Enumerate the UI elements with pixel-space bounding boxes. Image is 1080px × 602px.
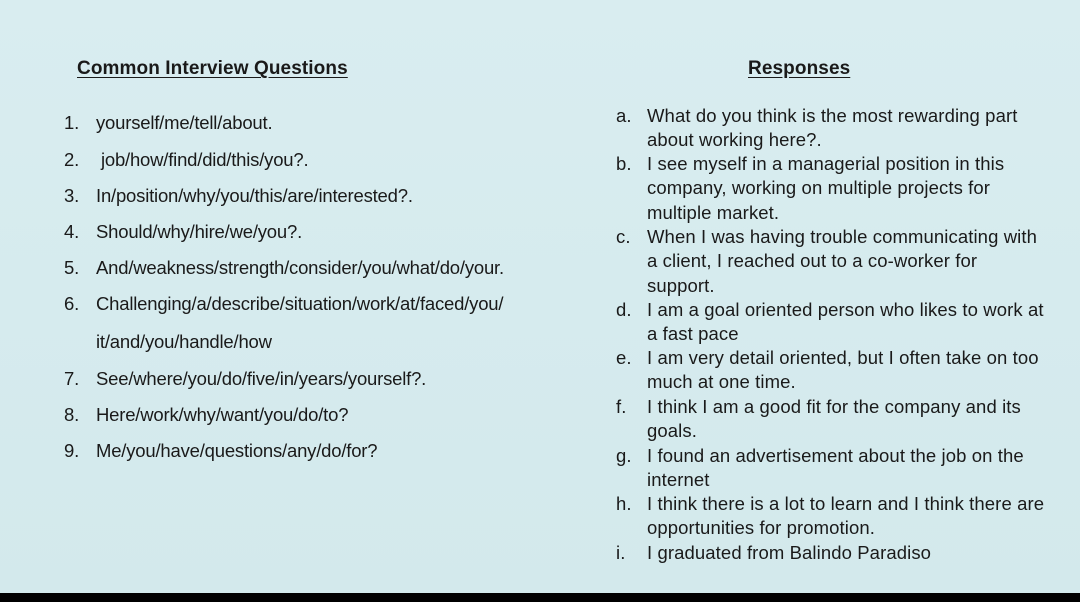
response-text: When I was having trouble communicating with a client, I reached out to a co-worker for support. — [647, 226, 1037, 296]
responses-heading: Responses — [748, 58, 851, 79]
question-number: 2. — [64, 149, 80, 170]
response-item — [616, 395, 1046, 444]
question-text-continued: it/and/you/handle/how — [96, 331, 272, 352]
question-number: 1. — [64, 112, 80, 133]
response-letter: c. — [616, 226, 631, 247]
bottom-edge-bar — [0, 593, 1080, 602]
response-item — [616, 298, 1046, 347]
response-item — [616, 492, 1046, 541]
question-item — [64, 440, 377, 462]
response-text: I found an advertisement about the job on the internet — [647, 445, 1024, 491]
question-item — [64, 221, 302, 243]
question-item — [64, 257, 504, 279]
question-item — [64, 368, 426, 390]
response-item — [616, 444, 1046, 493]
question-item — [64, 404, 348, 426]
question-text: yourself/me/tell/about. — [96, 112, 273, 133]
question-number: 9. — [64, 440, 80, 461]
response-item — [616, 346, 1046, 395]
response-letter: h. — [616, 493, 632, 514]
question-item — [64, 149, 308, 171]
response-text: What do you think is the most rewarding part about working here?. — [647, 105, 1018, 151]
response-letter: e. — [616, 347, 632, 368]
question-number: 7. — [64, 368, 80, 389]
question-number: 3. — [64, 185, 80, 206]
response-letter: d. — [616, 299, 632, 320]
question-item — [64, 293, 503, 315]
question-item — [64, 112, 272, 134]
question-text: Challenging/a/describe/situation/work/at/faced/you/ — [96, 293, 504, 314]
question-text: Me/you/have/questions/any/do/for? — [96, 440, 378, 461]
response-text: I graduated from Balindo Paradiso — [647, 542, 932, 563]
question-number: 6. — [64, 293, 80, 314]
question-number: 4. — [64, 221, 80, 242]
question-text: See/where/you/do/five/in/years/yourself?. — [96, 368, 427, 389]
question-text: And/weakness/strength/consider/you/what/do/your. — [96, 257, 504, 278]
response-letter: i. — [616, 542, 626, 563]
question-text: job/how/find/did/this/you?. — [96, 149, 309, 170]
response-item — [616, 541, 1046, 565]
response-letter: a. — [616, 105, 632, 126]
question-text: Should/why/hire/we/you?. — [96, 221, 303, 242]
response-letter: b. — [616, 153, 632, 174]
response-letter: g. — [616, 445, 632, 466]
response-item — [616, 104, 1046, 153]
response-text: I am a goal oriented person who likes to work at a fast pace — [647, 299, 1044, 345]
questions-heading: Common Interview Questions — [77, 58, 348, 79]
response-text: I am very detail oriented, but I often take on too much at one time. — [647, 347, 1039, 393]
question-text: Here/work/why/want/you/do/to? — [96, 404, 349, 425]
response-text: I think I am a good fit for the company and its goals. — [647, 396, 1021, 442]
question-number: 8. — [64, 404, 80, 425]
response-text: I think there is a lot to learn and I think there are opportunities for promotion. — [647, 493, 1045, 539]
question-item — [64, 185, 413, 207]
response-item — [616, 225, 1046, 298]
question-text: In/position/why/you/this/are/interested?. — [96, 185, 413, 206]
response-letter: f. — [616, 396, 627, 417]
question-number: 5. — [64, 257, 80, 278]
response-item — [616, 152, 1046, 225]
response-text: I see myself in a managerial position in this company, working on multiple projects for multiple market. — [647, 153, 1005, 223]
